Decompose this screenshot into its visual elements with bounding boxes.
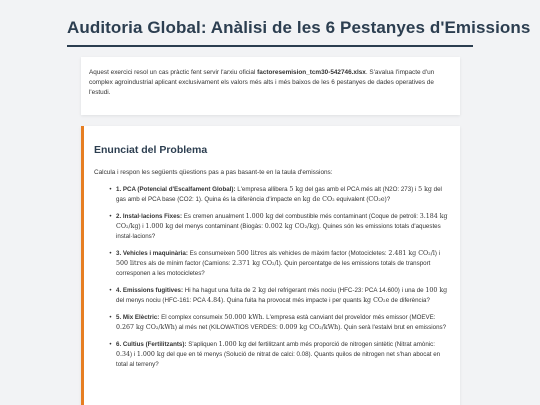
question-segment: del gas amb el PCA més alt (N2O: 273) i	[303, 186, 419, 193]
math-value: 1.000 kg	[145, 223, 174, 230]
question-segment: del fertilitzant amb més proporció de nitrogen sintètic (Nitrat amònic:	[246, 341, 435, 348]
question-text	[116, 286, 450, 306]
question-label: 3. Vehicles i maquinària:	[116, 250, 188, 257]
question-segment: ) i	[434, 250, 440, 257]
intro-text-after: . S'avalua l'impacte d'un complex agroindustrial aplicant exclusivament els valors més alts i més baixos de les 6 pestanyes de dades operatives de l'estudi.	[89, 69, 435, 96]
question-item	[108, 185, 450, 205]
question-segment: equivalent (	[334, 196, 369, 203]
math-value: 0.009 kg CO₂/kWh	[279, 324, 339, 331]
math-value: kg de CO₂	[302, 196, 335, 203]
question-label: 6. Cultius (Fertilitzants):	[116, 341, 187, 348]
question-segment: ). Quines són les emissions totals d'aquestes instal·lacions?	[116, 223, 441, 240]
question-segment: del combustible més contaminant (Coque de petroli:	[273, 213, 420, 220]
problem-card	[81, 126, 460, 405]
question-text	[116, 313, 450, 333]
math-value: CO₂e	[368, 196, 385, 203]
question-segment: als de mínim factor (Camions:	[146, 260, 233, 267]
question-segment: del que en té menys (Solució de nitrat de calci: 0.08). Quants quilos de nitrogen net s'han abocat en total al terreny?	[116, 351, 441, 368]
math-value: 0.34	[116, 351, 131, 358]
question-segment: El complex consumeix	[159, 314, 225, 321]
question-label: 4. Emissions fugitives:	[116, 287, 184, 294]
math-value: 0.267 kg CO₂/kWh	[116, 324, 175, 331]
question-segment: ) i	[138, 223, 146, 230]
question-segment: del gas amb el PCA base (CO2: 1). Quina és la diferència d'impacte en	[116, 186, 442, 203]
math-value: 2.481 kg CO₂/l	[388, 250, 435, 257]
intro-text-before: Aquest exercici resol un cas pràctic fent servir l'arxiu oficial	[89, 69, 258, 76]
question-list	[94, 185, 450, 370]
math-value: 500 litres	[236, 250, 268, 257]
question-item	[108, 212, 450, 242]
page-title: Auditoria Global: Anàlisi de les 6 Pestanyes d'Emissions	[67, 18, 531, 37]
problem-title: Enunciat del Problema	[94, 144, 208, 156]
problem-lead: Calcula i respon les següents qüestions pas a pas basant-te en la taula d'emissions:	[94, 169, 333, 176]
question-segment: ) i	[130, 351, 137, 358]
question-segment: de diferència?	[389, 297, 430, 304]
question-item	[108, 313, 450, 333]
math-value: 1.000 kg	[218, 341, 247, 348]
question-segment: ). Quina fuita ha provocat més impacte i per quants	[221, 297, 364, 304]
question-label: 1. PCA (Potencial d'Escalfament Global):	[116, 186, 236, 193]
question-segment: del refrigerant més nociu (HFC-23: PCA 14.600) i una de	[266, 287, 426, 294]
bullet-icon: •	[109, 341, 112, 348]
bullet-icon: •	[109, 186, 112, 193]
question-segment: Hi ha hagut una fuita de	[183, 287, 253, 294]
question-text	[116, 340, 450, 370]
question-segment: L'empresa allibera	[235, 186, 290, 193]
math-value: 5 kg	[418, 186, 432, 193]
question-text	[116, 212, 450, 242]
question-segment: . L'empresa està canviant del proveïdor més emissor (MOEVE:	[262, 314, 436, 321]
question-label: 5. Mix Elèctric:	[116, 314, 160, 321]
math-value: 4.84	[207, 297, 222, 304]
question-segment: del menys contaminant (Biogàs:	[173, 223, 265, 230]
math-value: kg CO₂e	[363, 297, 390, 304]
intro-card	[81, 57, 460, 115]
bullet-icon: •	[109, 314, 112, 321]
math-value: 2.371 kg CO₂/l	[232, 260, 279, 267]
question-item	[108, 249, 450, 279]
math-value: 3.184 kg CO₂/kg	[116, 213, 448, 230]
bullet-icon: •	[109, 250, 112, 257]
math-value: 100 kg	[425, 287, 448, 294]
bullet-icon: •	[109, 287, 112, 294]
math-value: 1.000 kg	[245, 213, 274, 220]
math-value: 0.002 kg CO₂/kg	[264, 223, 318, 230]
question-item	[108, 286, 450, 306]
question-segment: als vehicles de màxim factor (Motocicletes:	[267, 250, 389, 257]
question-segment: Es consumeixen	[187, 250, 237, 257]
question-segment: Es cremen anualment	[182, 213, 246, 220]
question-segment: ). Quin percentatge de les emissions totals de transport corresponen a les motocicletes?	[116, 260, 431, 277]
question-segment: ) al més net (KILOWATIOS VERDES:	[174, 324, 280, 331]
intro-text	[89, 68, 452, 97]
question-segment: )?	[384, 196, 391, 203]
question-item	[108, 340, 450, 370]
math-value: 2 kg	[252, 287, 267, 294]
question-segment: ). Quin serà l'estalvi brut en emissions?	[338, 324, 447, 331]
page-header	[67, 0, 531, 47]
question-segment: S'apliquen	[186, 341, 219, 348]
question-label: 2. Instal·lacions Fixes:	[116, 213, 183, 220]
math-value: 50.000 kWh	[224, 314, 263, 321]
math-value: 500 litres	[116, 260, 147, 267]
math-value: 1.000 kg	[136, 351, 165, 358]
question-text	[116, 249, 450, 279]
question-text	[116, 185, 450, 205]
math-value: 5 kg	[289, 186, 304, 193]
question-segment: del menys nociu (HFC-161: PCA	[116, 297, 208, 304]
intro-filename: factoresemision_tcm30-542746.xlsx	[257, 69, 366, 76]
bullet-icon: •	[109, 213, 112, 220]
